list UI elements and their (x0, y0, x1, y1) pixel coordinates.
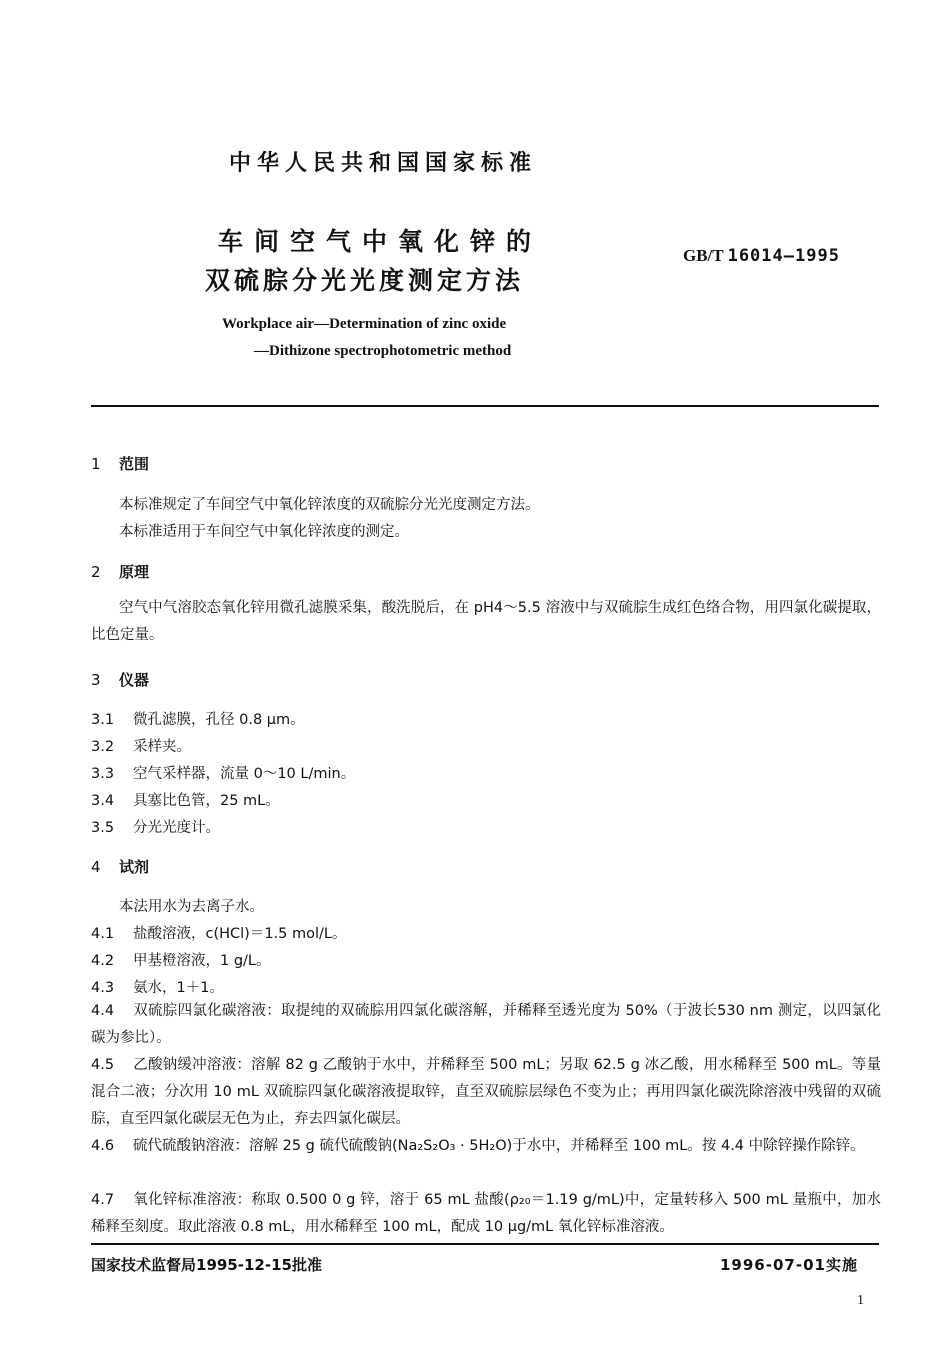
section-title: 原理 (119, 563, 150, 581)
section-title: 范围 (119, 455, 150, 473)
list-item (91, 735, 191, 756)
title-en-line2: —Dithizone spectrophotometric method (254, 343, 512, 359)
header-divider (91, 405, 879, 407)
item-number: 4.5 (91, 1057, 115, 1073)
section-number: 1 (91, 455, 101, 473)
item-text: 氧化锌标准溶液：称取 0.500 0 g 锌，溶于 65 mL 盐酸(ρ₂₀＝1.19 g/mL)中，定量转移入 500 mL 量瓶中，加水稀释至刻度。取此溶液 0.8 mL，用水稀释至 100 mL，配成 10 μg/mL 氧化锌标准溶液。 (91, 1192, 881, 1235)
section-title: 试剂 (119, 858, 150, 876)
list-item (91, 816, 220, 837)
list-item (91, 1187, 881, 1241)
list-item (91, 708, 305, 729)
list-item (91, 922, 347, 943)
section-4-intro: 本法用水为去离子水。 (119, 899, 264, 915)
item-text: 空气采样器，流量 0～10 L/min。 (133, 766, 356, 782)
approval-info: 国家技术监督局1995-12-15批准 (91, 1256, 322, 1274)
item-text: 分光光度计。 (133, 820, 220, 836)
section-title: 仪器 (119, 671, 150, 689)
item-text: 双硫腙四氯化碳溶液：取提纯的双硫腙用四氯化碳溶解，并稀释至透光度为 50%（于波长530 nm 测定，以四氯化碳为参比）。 (91, 1003, 881, 1046)
item-number: 4.1 (91, 926, 115, 942)
item-number: 4.6 (91, 1138, 115, 1154)
section-1-paragraph-2: 本标准适用于车间空气中氧化锌浓度的测定。 (119, 524, 409, 540)
item-text: 乙酸钠缓冲溶液：溶解 82 g 乙酸钠于水中，并稀释至 500 mL；另取 62.5 g 冰乙酸，用水稀释至 500 mL。等量混合二液；分次用 10 mL 双硫腙四氯化碳溶液提取锌，直至双硫腙层绿色不变为止；再用四氯化碳洗除溶液中残留的双硫腙，直至四氯化碳层无色为止，弃去四氯化碳层。 (91, 1057, 881, 1127)
section-3-heading (91, 669, 149, 690)
item-number: 4.3 (91, 980, 115, 996)
title-zh-line1: 车间空气中氧化锌的 (218, 227, 543, 256)
standard-code-number: 16014—1995 (727, 246, 840, 266)
item-text: 具塞比色管，25 mL。 (133, 793, 280, 809)
effective-date: 1996-07-01实施 (720, 1256, 858, 1274)
list-item (91, 1052, 881, 1133)
list-item (91, 762, 355, 783)
item-number: 4.7 (91, 1192, 115, 1208)
item-text: 氨水，1＋1。 (133, 980, 224, 996)
list-item (91, 998, 881, 1052)
page-number: 1 (857, 1293, 864, 1308)
section-1-paragraph-1: 本标准规定了车间空气中氧化锌浓度的双硫腙分光光度测定方法。 (119, 497, 540, 513)
section-number: 3 (91, 671, 101, 689)
item-number: 4.2 (91, 953, 115, 969)
list-item (91, 976, 224, 997)
section-2-heading (91, 561, 149, 582)
item-text: 盐酸溶液，c(HCl)＝1.5 mol/L。 (133, 926, 347, 942)
section-1-heading (91, 453, 149, 474)
standard-code-prefix: GB/T (683, 246, 724, 265)
list-item (91, 789, 280, 810)
item-text: 甲基橙溶液，1 g/L。 (133, 953, 271, 969)
section-2-paragraph: 空气中气溶胶态氧化锌用微孔滤膜采集，酸洗脱后，在 pH4～5.5 溶液中与双硫腙生成红色络合物，用四氯化碳提取，比色定量。 (91, 600, 881, 643)
title-en-line1: Workplace air—Determination of zinc oxide (222, 316, 507, 332)
list-item (91, 1133, 881, 1160)
item-text: 采样夹。 (133, 739, 191, 755)
item-text: 微孔滤膜，孔径 0.8 μm。 (133, 712, 305, 728)
title-zh-line2: 双硫腙分光光度测定方法 (205, 266, 525, 295)
list-item (91, 949, 271, 970)
item-number: 3.5 (91, 820, 115, 836)
footer-divider (91, 1243, 879, 1245)
standard-code (683, 246, 840, 266)
item-number: 4.4 (91, 1003, 115, 1019)
item-text: 硫代硫酸钠溶液：溶解 25 g 硫代硫酸钠(Na₂S₂O₃ · 5H₂O)于水中，并稀释至 100 mL。按 4.4 中除锌操作除锌。 (133, 1138, 865, 1154)
item-number: 3.3 (91, 766, 115, 782)
section-number: 4 (91, 858, 101, 876)
standard-name: 中华人民共和国国家标准 (229, 151, 538, 176)
item-number: 3.1 (91, 712, 115, 728)
section-4-heading (91, 856, 149, 877)
item-number: 3.2 (91, 739, 115, 755)
item-number: 3.4 (91, 793, 115, 809)
section-number: 2 (91, 563, 101, 581)
